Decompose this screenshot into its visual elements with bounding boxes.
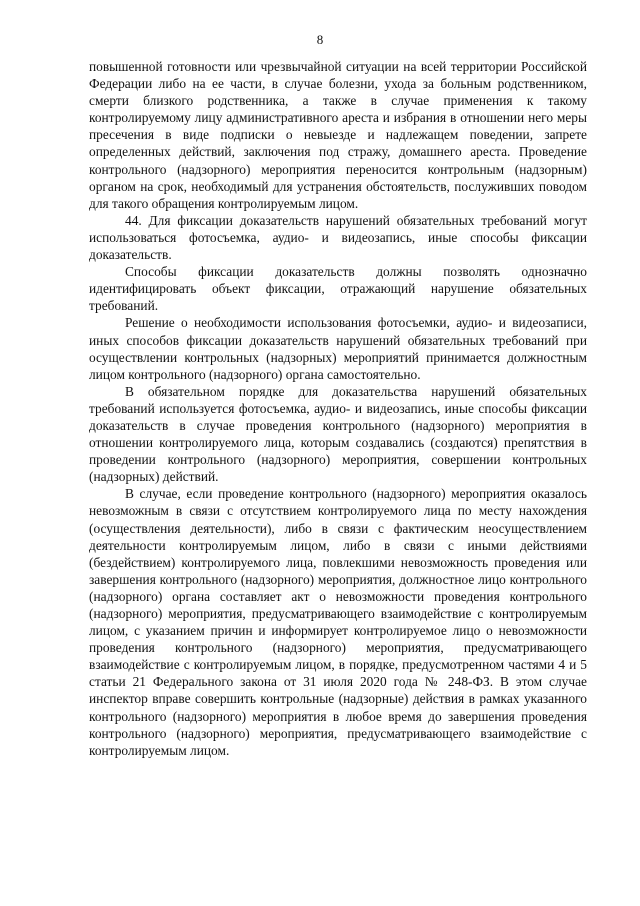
page-number: 8 bbox=[316, 32, 324, 47]
paragraph-continuation: повышенной готовности или чрезвычайной ситуации на всей территории Российской Федерации либо на ее части, в случае болезни, ухода за больным родственником, смерти близкого родственника, а также в случае применения к такому контролируемому лицу административного ареста и избрания в отношении него меры пресечения в виде подписки о невыезде и надлежащем поведении, запрете определенных действий, заключения под стражу, домашнего ареста. Проведение контрольного (надзорного) мероприятия переносится контрольным (надзорным) органом на срок, необходимый для устранения обстоятельств, послуживших поводом для такого обращения контролируемым лицом. bbox=[89, 59, 587, 211]
paragraph-item-44: 44. Для фиксации доказательств нарушений обязательных требований могут использоваться фотосъемка, аудио- и видеозапись, иные способы фиксации доказательств. bbox=[89, 212, 587, 263]
paragraph-impossibility-act: В случае, если проведение контрольного (надзорного) мероприятия оказалось невозможным в связи с отсутствием контролируемого лица по месту нахождения (осуществления деятельности), либо в связи с фактическим неосуществлением деятельности контролируемым лицом, либо в связи с иными действиями (бездействием) контролируемого лица, повлекшими невозможность проведения или завершения контрольного (надзорного) мероприятия, должностное лицо контрольного (надзорного) органа составляет акт о невозможности проведения контрольного (надзорного) мероприятия, предусматривающего взаимодействие с контролируемым лицом, с указанием причин и информирует контролируемое лицо о невозможности проведения контрольного (надзорного) мероприятия, предусматривающего взаимодействие с контролируемым лицом, в порядке, предусмотренном частями 4 и 5 статьи 21 Федерального закона от 31 июля 2020 года № 248-ФЗ. В этом случае инспектор вправе совершить контрольные (надзорные) действия в рамках указанного контрольного (надзорного) мероприятия в любое время до завершения проведения контрольного (надзорного) мероприятия, предусматривающего взаимодействие с контролируемым лицом. bbox=[89, 486, 587, 758]
paragraph-decision: Решение о необходимости использования фотосъемки, аудио- и видеозаписи, иных способов фиксации доказательств нарушений обязательных требований при осуществлении контрольных (надзорных) мероприятий принимается должностным лицом контрольного (надзорного) органа самостоятельно. bbox=[89, 315, 587, 382]
paragraph-mandatory-order: В обязательном порядке для доказательства нарушений обязательных требований используется фотосъемка, аудио- и видеозапись, иные способы фиксации доказательств в случае проведения контрольного (надзорного) мероприятия в отношении контролируемого лица, которым создавались (создаются) препятствия в проведении контрольного (надзорного) мероприятия, совершении контрольных (надзорных) действий. bbox=[89, 383, 587, 485]
document-body bbox=[89, 58, 587, 759]
paragraph-fixation-methods: Способы фиксации доказательств должны позволять однозначно идентифицировать объект фиксации, отражающий нарушение обязательных требований. bbox=[89, 264, 587, 314]
